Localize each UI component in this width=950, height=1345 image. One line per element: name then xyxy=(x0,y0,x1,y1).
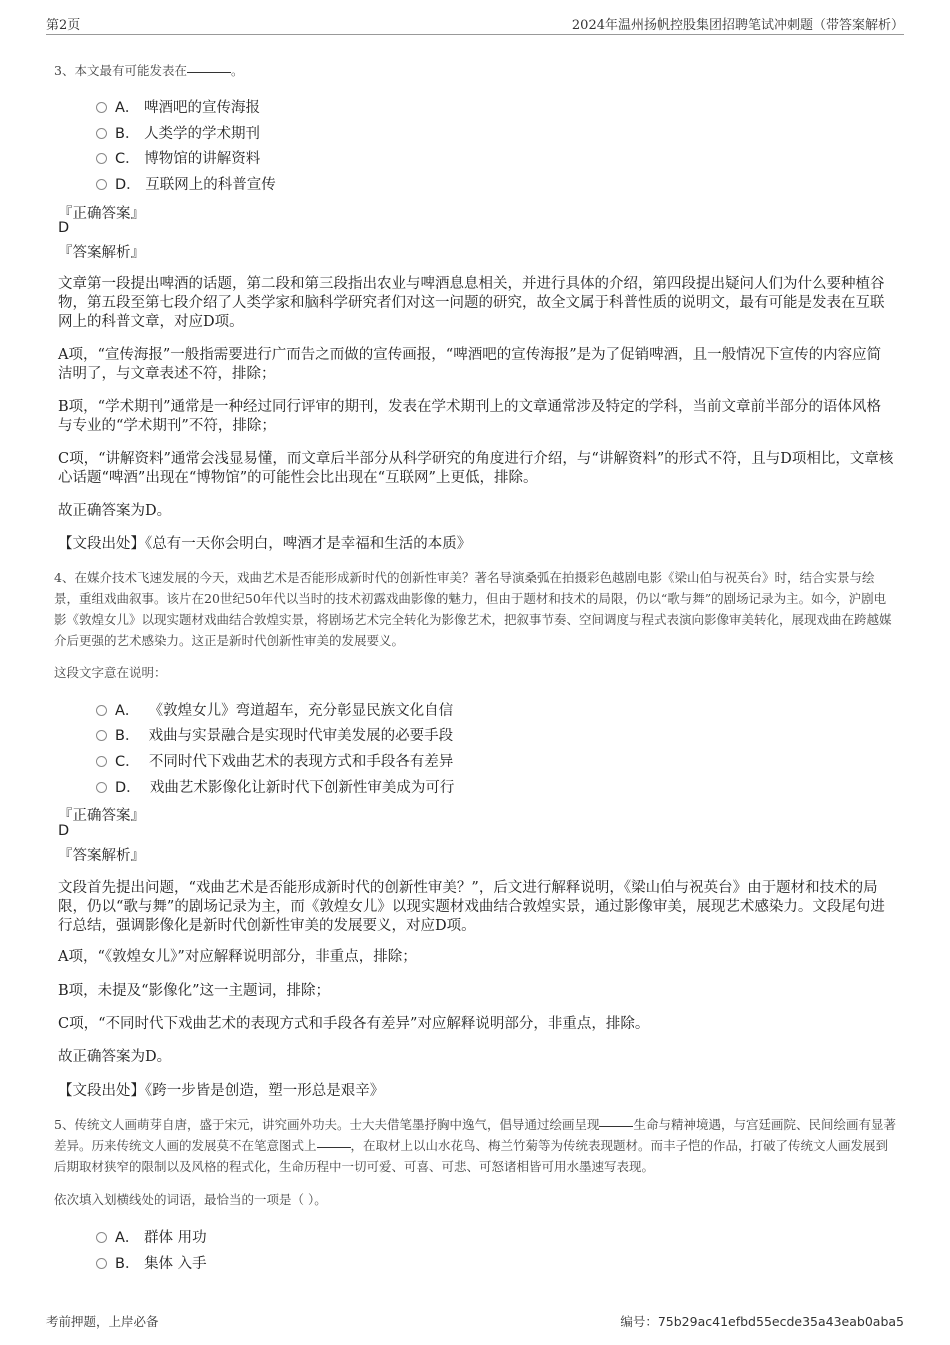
q4-analysis-p5: 故正确答案为D。 xyxy=(58,1049,172,1065)
q3-option-a[interactable]: A． 啤酒吧的宣传海报 xyxy=(96,96,260,117)
q3-analysis-p5: 故正确答案为D。 xyxy=(58,503,172,519)
q5-stem: 5、传统文人画萌芽自唐，盛于宋元，讲究画外功夫。士大夫借笔墨抒胸中逸气，倡导通过绘画呈现 生命与精神境遇，与宫廷画院、民间绘画有显著差异。历来传统文人画的发展莫不在笔意图式上 ，在取材上以山水花鸟、梅兰竹菊等为传统表现题材。而丰子恺的作品，打破了传统文人画发展到后期取材狭窄的限制以及风格的程式化，生命历程中一切可爱、可喜、可悲、可怒诸相皆可用水墨速写表现。 xyxy=(54,1117,896,1174)
radio-icon[interactable] xyxy=(96,153,107,164)
q3-option-c[interactable]: C． 博物馆的讲解资料 xyxy=(96,147,260,168)
q5-option-b[interactable]: B． 集体 入手 xyxy=(96,1252,207,1273)
radio-icon[interactable] xyxy=(96,128,107,139)
q4-answer-label: 『正确答案』 xyxy=(58,808,145,824)
page-number: 第2页 xyxy=(46,18,81,33)
q3-analysis-label: 『答案解析』 xyxy=(58,245,145,261)
q4-prompt: 这段文字意在说明： xyxy=(54,665,167,680)
q4-analysis-p4: C项，“不同时代下戏曲艺术的表现方式和手段各有差异”对应解释说明部分，非重点，排除。 xyxy=(58,1016,650,1032)
q3-answer: D xyxy=(58,220,70,236)
document-code: 编号：75b29ac41efbd55ecde35a43eab0aba5 xyxy=(620,1314,904,1329)
q4-stem: 4、在媒介技术飞速发展的今天，戏曲艺术是否能形成新时代的创新性审美？著名导演桑弧在拍摄彩色越剧电影《梁山伯与祝英台》时，结合实景与绘景，重组戏曲叙事。该片在20世纪50年代以当时的技术初露戏曲影像的魅力，但由于题材和技术的局限，仍以“歌与舞”的剧场记录为主。如今，沪剧电影《敦煌女儿》以现实题材戏曲结合敦煌实景，将剧场艺术完全转化为影像艺术，把叙事节奏、空间调度与程式表演向影像审美转化，展现戏曲在跨越媒介后更强的艺术感染力。这正是新时代创新性审美的发展要义。 xyxy=(54,570,892,648)
q3-option-d[interactable]: D． 互联网上的科普宣传 xyxy=(96,173,276,194)
radio-icon[interactable] xyxy=(96,102,107,113)
q4-option-c[interactable]: C． 不同时代下戏曲艺术的表现方式和手段各有差异 xyxy=(96,750,453,771)
q3-analysis-p3: B项，“学术期刊”通常是一种经过同行评审的期刊，发表在学术期刊上的文章通常涉及特定的学科，当前文章前半部分的语体风格与专业的“学术期刊”不符，排除； xyxy=(58,399,881,434)
document-title: 2024年温州扬帆控股集团招聘笔试冲刺题（带答案解析） xyxy=(571,18,904,33)
q5-prompt: 依次填入划横线处的词语，最恰当的一项是（ ）。 xyxy=(54,1192,327,1207)
radio-icon[interactable] xyxy=(96,730,107,741)
radio-icon[interactable] xyxy=(96,782,107,793)
q4-option-a[interactable]: A． 《敦煌女儿》弯道超车，充分彰显民族文化自信 xyxy=(96,699,453,720)
q3-answer-label: 『正确答案』 xyxy=(58,206,145,222)
q4-analysis-label: 『答案解析』 xyxy=(58,848,145,864)
radio-icon[interactable] xyxy=(96,1232,107,1243)
q4-analysis-p2: A项，“《敦煌女儿》”对应解释说明部分，非重点，排除； xyxy=(58,949,417,965)
q3-analysis-p2: A项，“宣传海报”一般指需要进行广而告之而做的宣传画报，“啤酒吧的宣传海报”是为了促销啤酒，且一般情况下宣传的内容应简洁明了，与文章表述不符，排除； xyxy=(58,347,882,382)
q4-option-b[interactable]: B． 戏曲与实景融合是实现时代审美发展的必要手段 xyxy=(96,724,453,745)
q5-option-a[interactable]: A． 群体 用功 xyxy=(96,1226,207,1247)
q4-option-d[interactable]: D． 戏曲艺术影像化让新时代下创新性审美成为可行 xyxy=(96,776,454,797)
radio-icon[interactable] xyxy=(96,1258,107,1269)
footer-slogan: 考前押题，上岸必备 xyxy=(46,1314,159,1329)
q4-answer: D xyxy=(58,823,70,839)
q3-source: 【文段出处】《总有一天你会明白，啤酒才是幸福和生活的本质》 xyxy=(58,536,472,552)
page-header xyxy=(46,12,904,35)
q3-analysis-p1: 文章第一段提出啤酒的话题，第二段和第三段指出农业与啤酒息息相关，并进行具体的介绍，第四段提出疑问人们为什么要种植谷物，第五段至第七段介绍了人类学家和脑科学研究者们对这一问题的研究，故全文属于科普性质的说明文，最有可能是发表在互联网上的科普文章，对应D项。 xyxy=(58,276,885,330)
radio-icon[interactable] xyxy=(96,705,107,716)
q4-analysis-p3: B项，未提及“影像化”这一主题词，排除； xyxy=(58,983,330,999)
q3-stem: 3、本文最有可能发表在 。 xyxy=(54,63,244,78)
radio-icon[interactable] xyxy=(96,179,107,190)
q4-analysis-p1: 文段首先提出问题，“戏曲艺术是否能形成新时代的创新性审美？”，后文进行解释说明，《梁山伯与祝英台》由于题材和技术的局限，仍以“歌与舞”的剧场记录为主，而《敦煌女儿》以现实题材戏曲结合敦煌实景，通过影像审美，展现艺术感染力。文段尾句进行总结，强调影像化是新时代创新性审美的发展要义，对应D项。 xyxy=(58,880,885,934)
q4-source: 【文段出处】《跨一步皆是创造，塑一形总是艰辛》 xyxy=(58,1083,385,1099)
q3-analysis-p4: C项，“讲解资料”通常会浅显易懂，而文章后半部分从科学研究的角度进行介绍，与“讲解资料”的形式不符，且与D项相比，文章核心话题“啤酒”出现在“博物馆”的可能性会比出现在“互联网”上更低，排除。 xyxy=(58,451,894,486)
q3-option-b[interactable]: B． 人类学的学术期刊 xyxy=(96,122,260,143)
radio-icon[interactable] xyxy=(96,756,107,767)
